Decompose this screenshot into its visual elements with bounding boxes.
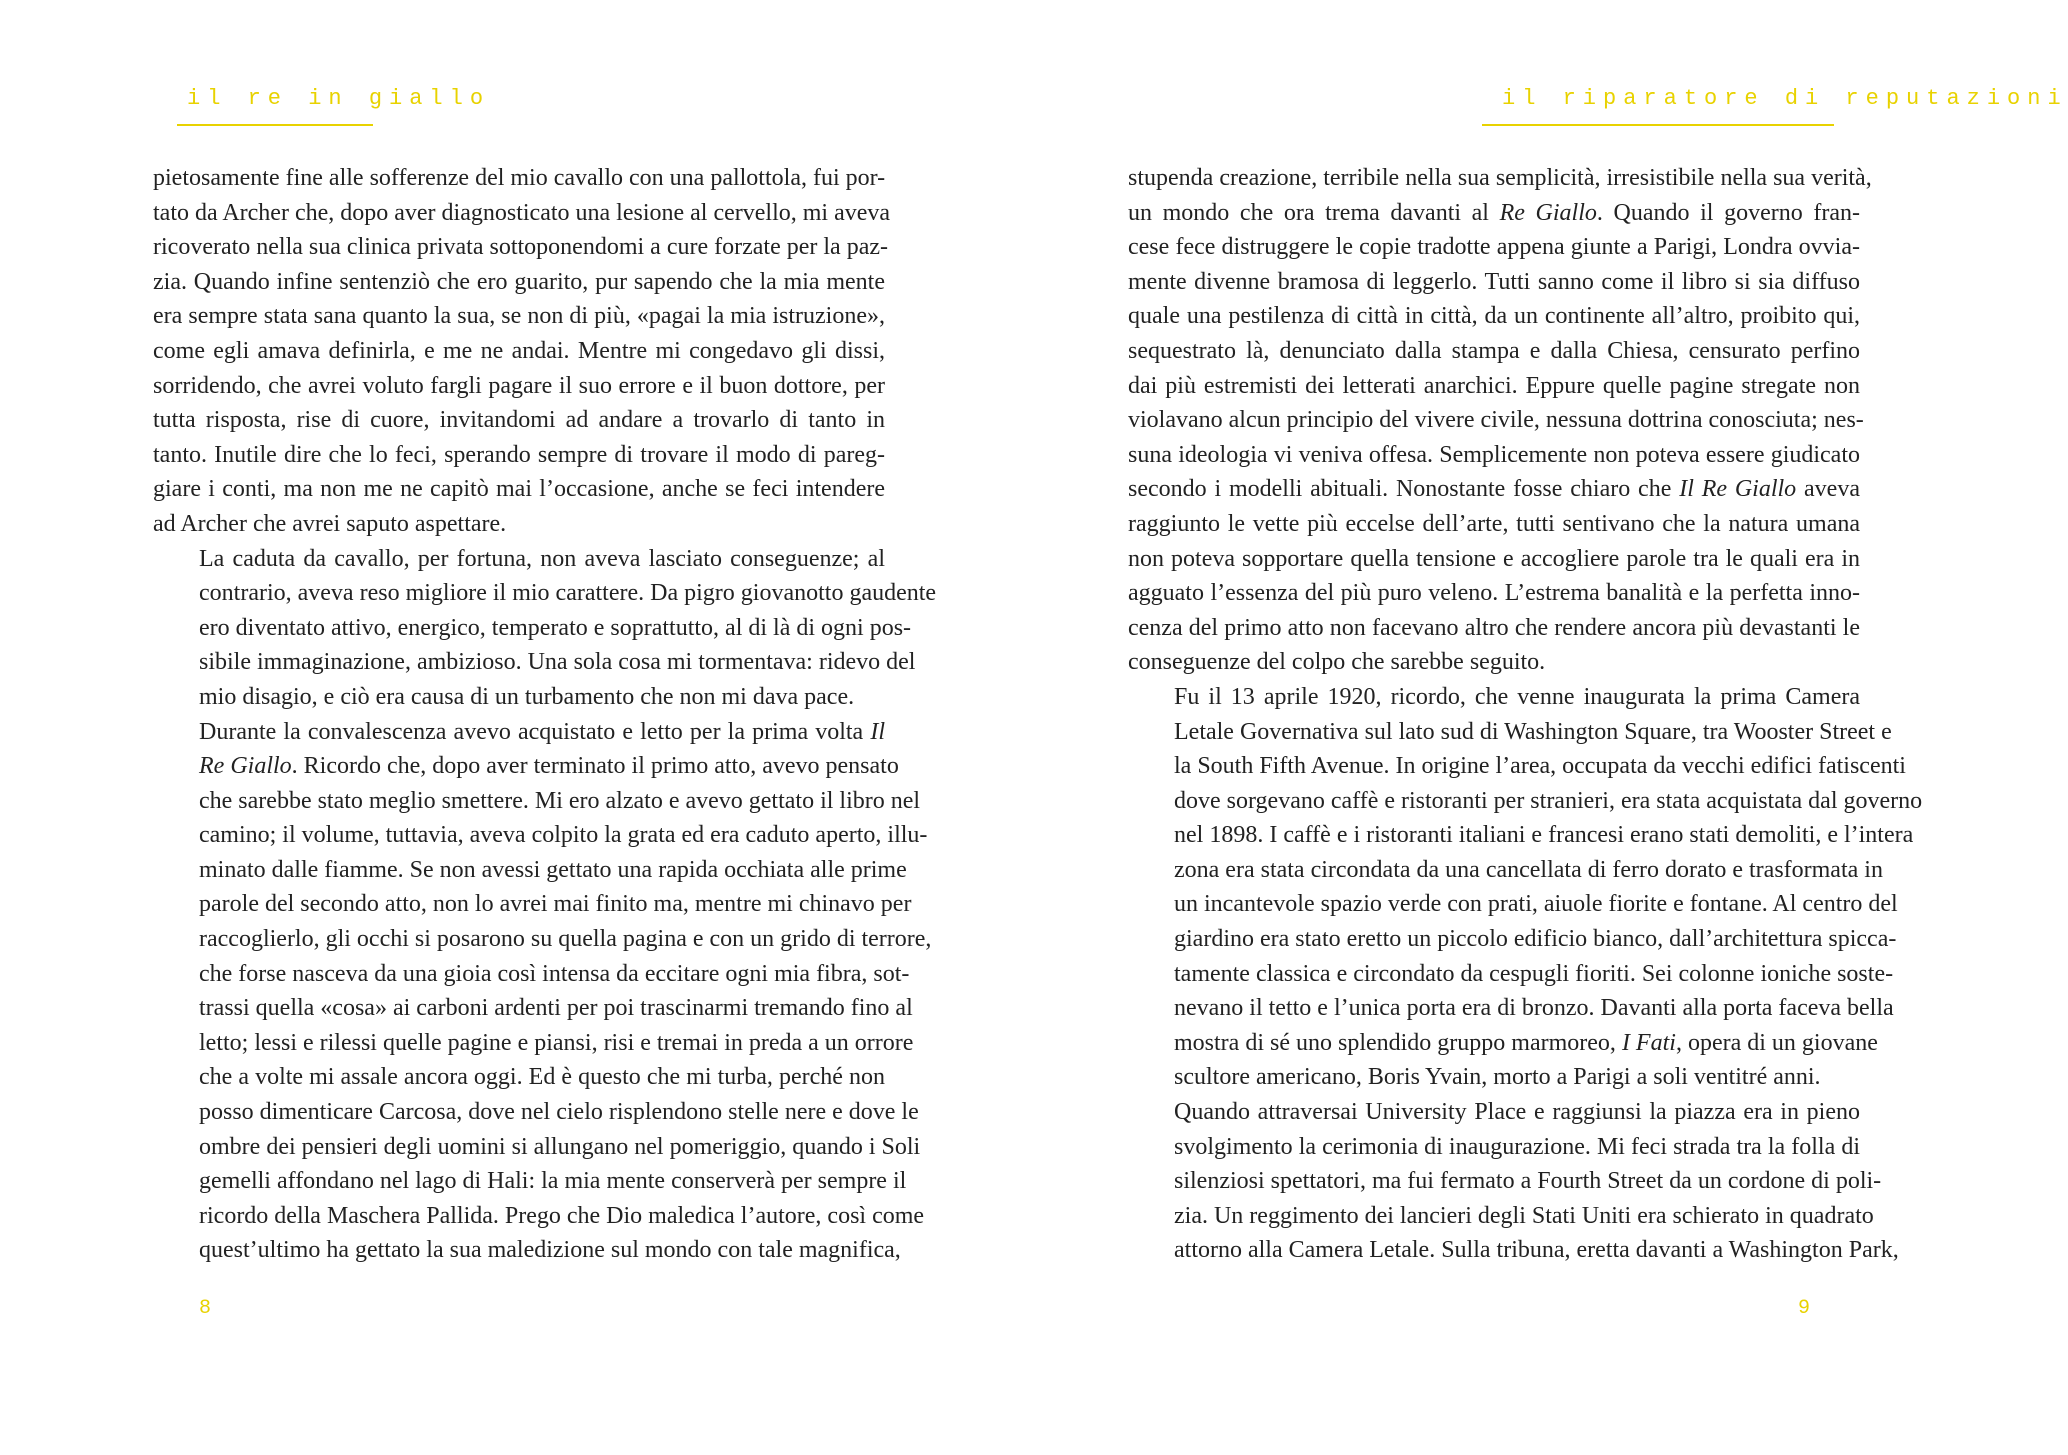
text-line: tutta risposta, rise di cuore, invitandomi ad andare a trovarlo di tanto in <box>153 407 885 434</box>
text-line: non poteva sopportare quella tensione e accogliere parole tra le quali era in <box>1128 545 1860 572</box>
text-line: raggiunto le vette più eccelse dell’arte, tutti sentivano che la natura umana <box>1128 510 1860 537</box>
text-line: giare i conti, ma non me ne capitò mai l’occasione, anche se feci intendere <box>153 476 885 503</box>
text-line: ero diventato attivo, energico, temperato e soprattutto, al di là di ogni pos- <box>199 614 912 641</box>
text-line: pietosamente fine alle sofferenze del mio cavallo con una pallottola, fui por- <box>153 165 886 191</box>
text-line: tato da Archer che, dopo aver diagnosticato una lesione al cervello, mi aveva <box>153 199 891 226</box>
text-line: trassi quella «cosa» ai carboni ardenti per poi trascinarmi tremando fino al <box>199 995 913 1022</box>
text-line: contrario, aveva reso migliore il mio carattere. Da pigro giovanotto gaudente <box>199 580 937 607</box>
text-line: Re Giallo. Ricordo che, dopo aver terminato il primo atto, avevo pensato <box>199 753 899 780</box>
text-line: dai più estremisti dei letterati anarchici. Eppure quelle pagine stregate non <box>1128 372 1860 399</box>
text-line: secondo i modelli abituali. Nonostante fosse chiaro che Il Re Giallo aveva <box>1128 476 1860 503</box>
paragraph <box>1128 680 1923 1095</box>
text-line: attorno alla Camera Letale. Sulla tribuna, eretta davanti a Washington Park, <box>1174 1237 1899 1264</box>
text-line: suna ideologia vi veniva offesa. Semplicemente non poteva essere giudicato <box>1128 441 1860 468</box>
text-line: Fu il 13 aprile 1920, ricordo, che venne inaugurata la prima Camera <box>1174 683 1860 710</box>
text-line: un mondo che ora trema davanti al Re Giallo. Quando il governo fran- <box>1128 199 1860 226</box>
text-line: agguato l’essenza del più puro veleno. L’estrema banalità e la perfetta inno- <box>1128 580 1860 607</box>
text-line: ricoverato nella sua clinica privata sottoponendomi a cure forzate per la paz- <box>153 234 888 261</box>
text-line: mostra di sé uno splendido gruppo marmoreo, I Fati, opera di un giovane <box>1174 1029 1878 1056</box>
paragraph <box>1128 161 1872 680</box>
text-line: ombre dei pensieri degli uomini si allungano nel pomeriggio, quando i Soli <box>199 1133 921 1160</box>
text-line: sorridendo, che avrei voluto fargli pagare il suo errore e il buon dottore, per <box>153 372 885 399</box>
paragraph <box>153 542 937 715</box>
text-line: nevano il tetto e l’unica porta era di bronzo. Davanti alla porta faceva bella <box>1174 995 1894 1022</box>
text-line: zia. Quando infine sentenziò che ero guarito, pur sapendo che la mia mente <box>153 268 885 295</box>
text-line: La caduta da cavallo, per fortuna, non aveva lasciato conseguenze; al <box>199 545 885 572</box>
text-line: giardino era stato eretto un piccolo edificio bianco, dall’architettura spicca- <box>1174 926 1897 953</box>
text-line: gemelli affondano nel lago di Hali: la mia mente conserverà per sempre il <box>199 1168 907 1195</box>
text-line: quale una pestilenza di città in città, da un continente all’altro, proibito qui, <box>1128 303 1860 330</box>
paragraph <box>1128 1095 1899 1268</box>
text-line: raccoglierlo, gli occhi si posarono su quella pagina e con un grido di terrore, <box>199 926 932 953</box>
paragraph <box>153 161 891 542</box>
text-line: cese fece distruggere le copie tradotte appena giunte a Parigi, Londra ovvia- <box>1128 234 1860 261</box>
text-line: tamente classica e circondato da cespugli fioriti. Sei colonne ioniche soste- <box>1174 960 1894 987</box>
text-line: Durante la convalescenza avevo acquistato e letto per la prima volta Il <box>199 718 885 745</box>
text-line: come egli amava definirla, e me ne andai. Mentre mi congedavo gli dissi, <box>153 337 885 364</box>
head-rule-left <box>177 124 373 126</box>
text-line: posso dimenticare Carcosa, dove nel cielo risplendono stelle nere e dove le <box>199 1099 919 1126</box>
body-text-left <box>153 161 937 1268</box>
text-line: Letale Governativa sul lato sud di Washington Square, tra Wooster Street e <box>1174 718 1892 745</box>
text-line: cenza del primo atto non facevano altro che rendere ancora più devastanti le <box>1128 614 1860 641</box>
text-line: violavano alcun principio del vivere civile, nessuna dottrina conosciuta; nes- <box>1128 407 1864 434</box>
text-line: sibile immaginazione, ambizioso. Una sola cosa mi tormentava: ridevo del <box>199 649 916 676</box>
text-line: conseguenze del colpo che sarebbe seguito. <box>1128 649 1546 676</box>
text-line: quest’ultimo ha gettato la sua maledizione sul mondo con tale magnifica, <box>199 1237 901 1264</box>
text-line: che forse nasceva da una gioia così intensa da eccitare ogni mia fibra, sot- <box>199 960 910 987</box>
text-line: parole del secondo atto, non lo avrei mai finito ma, mentre mi chinavo per <box>199 891 912 918</box>
running-head-left: il re in giallo <box>187 86 491 111</box>
text-line: zia. Un reggimento dei lancieri degli Stati Uniti era schierato in quadrato <box>1174 1202 1874 1229</box>
text-line: letto; lessi e rilessi quelle pagine e piansi, risi e tremai in preda a un orrore <box>199 1029 914 1056</box>
text-line: che sarebbe stato meglio smettere. Mi ero alzato e avevo gettato il libro nel <box>199 787 921 814</box>
paragraph <box>153 715 932 1269</box>
text-line: stupenda creazione, terribile nella sua semplicità, irresistibile nella sua verità, <box>1128 165 1872 191</box>
text-line: ad Archer che avrei saputo aspettare. <box>153 510 507 537</box>
text-line: era sempre stata sana quanto la sua, se non di più, «pagai la mia istruzione», <box>153 303 885 330</box>
text-line: camino; il volume, tuttavia, aveva colpito la grata ed era caduto aperto, illu- <box>199 822 928 849</box>
text-line: dove sorgevano caffè e ristoranti per stranieri, era stata acquistata dal governo <box>1174 787 1923 814</box>
text-line: ricordo della Maschera Pallida. Prego che Dio maledica l’autore, così come <box>199 1202 925 1229</box>
text-line: silenziosi spettatori, ma fui fermato a Fourth Street da un cordone di poli- <box>1174 1168 1882 1195</box>
text-line: tanto. Inutile dire che lo feci, sperando sempre di trovare il modo di pareg- <box>153 441 885 468</box>
text-line: minato dalle fiamme. Se non avessi gettato una rapida occhiata alle prime <box>199 856 907 883</box>
text-line: scultore americano, Boris Yvain, morto a Parigi a soli ventitré anni. <box>1174 1064 1821 1091</box>
text-line: nel 1898. I caffè e i ristoranti italiani e francesi erano stati demoliti, e l’intera <box>1174 822 1914 849</box>
body-text-right <box>1128 161 1923 1268</box>
text-line: sequestrato là, denunciato dalla stampa e dalla Chiesa, censurato perfino <box>1128 337 1860 364</box>
text-line: mio disagio, e ciò era causa di un turbamento che non mi dava pace. <box>199 683 855 710</box>
text-line: mente divenne bramosa di leggerlo. Tutti sanno come il libro si sia diffuso <box>1128 268 1860 295</box>
head-rule-right <box>1482 124 1834 126</box>
page-number-right: 9 <box>1798 1297 1811 1320</box>
text-line: svolgimento la cerimonia di inaugurazione. Mi feci strada tra la folla di <box>1174 1133 1860 1160</box>
text-line: un incantevole spazio verde con prati, aiuole fiorite e fontane. Al centro del <box>1174 891 1898 918</box>
text-line: zona era stata circondata da una cancellata di ferro dorato e trasformata in <box>1174 856 1883 883</box>
text-line: che a volte mi assale ancora oggi. Ed è questo che mi turba, perché non <box>199 1064 885 1091</box>
left-page <box>0 0 1000 1455</box>
right-page <box>1000 0 2068 1455</box>
page-number-left: 8 <box>199 1297 212 1320</box>
running-head-right: il riparatore di reputazioni <box>1502 86 2068 111</box>
text-line: Quando attraversai University Place e raggiunsi la piazza era in pieno <box>1174 1099 1860 1126</box>
text-line: la South Fifth Avenue. In origine l’area, occupata da vecchi edifici fatiscenti <box>1174 753 1906 780</box>
